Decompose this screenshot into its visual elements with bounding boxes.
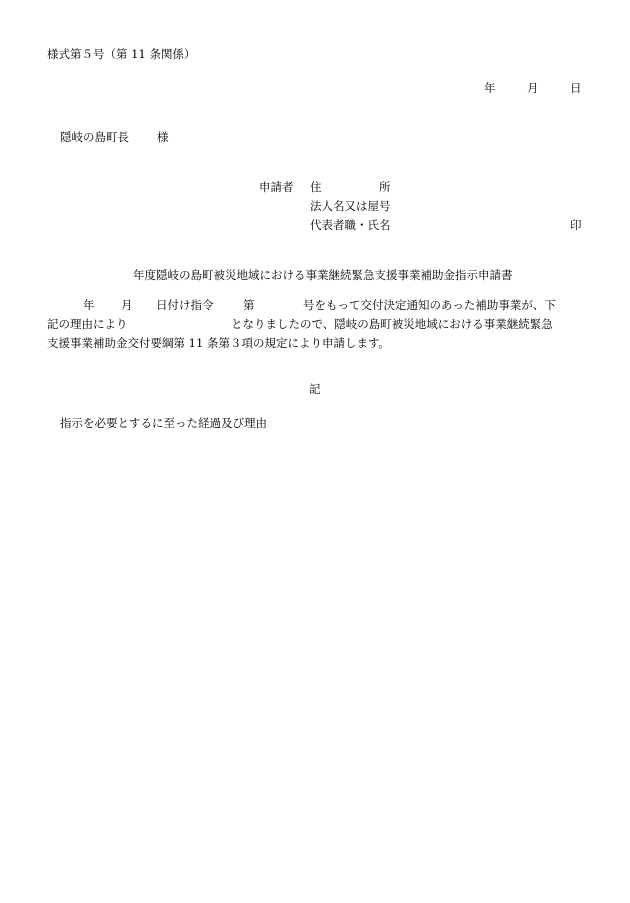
applicant-label: 申請者 [259, 180, 294, 194]
document-title: 年度隠岐の島町被災地域における事業継続緊急支援事業補助金指示申請書 [133, 268, 513, 282]
representative-label: 代表者職・氏名 [310, 218, 391, 232]
reason-heading: 指示を必要とするに至った経過及び理由 [60, 416, 267, 430]
body-month: 月 [121, 298, 133, 312]
seal-mark: 印 [570, 218, 582, 232]
corp-name-label: 法人名又は屋号 [310, 199, 391, 213]
date-year-label: 年 [484, 81, 496, 95]
body-line1-rest: 号をもって交付決定通知のあった補助事業が、下 [303, 298, 556, 312]
date-day-label: 日 [570, 81, 582, 95]
body-number-prefix: 第 [243, 298, 255, 312]
address-label-first: 住 [310, 180, 322, 194]
body-line-3: 支援事業補助金交付要綱第 11 条第３項の規定により申請します。 [47, 336, 391, 350]
body-line2-start: 記の理由により [47, 317, 128, 331]
addressee-name: 隠岐の島町長 [60, 130, 129, 144]
body-line2-rest: となりましたので、隠岐の島町被災地域における事業継続緊急 [231, 317, 553, 331]
body-year: 年 [83, 298, 95, 312]
addressee-honorific: 様 [157, 130, 169, 144]
address-label-second: 所 [379, 180, 391, 194]
ki-heading: 記 [309, 382, 321, 396]
date-month-label: 月 [527, 81, 539, 95]
form-number: 様式第５号（第 11 条関係） [47, 47, 196, 61]
body-dated: 日付け指令 [156, 298, 214, 312]
